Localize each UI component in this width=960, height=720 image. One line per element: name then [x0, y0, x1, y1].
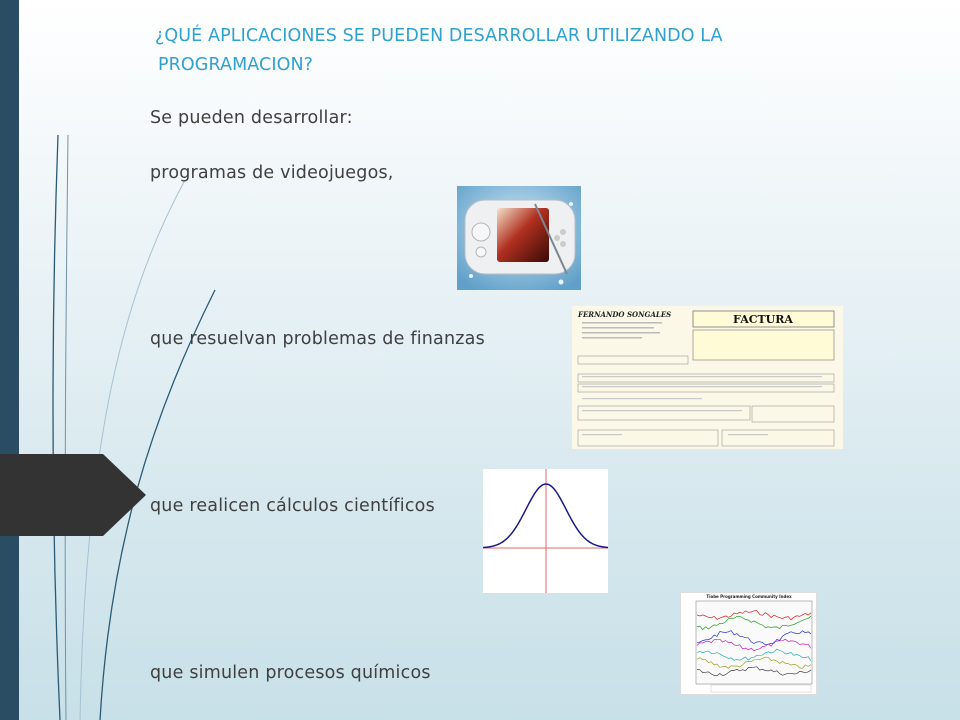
invoice-title: FACTURA	[733, 313, 793, 326]
item-scientific: que realicen cálculos científicos	[150, 496, 435, 516]
intro-text: Se pueden desarrollar:	[150, 108, 353, 128]
programming-index-chart-image	[680, 592, 817, 695]
gaussian-curve-image	[483, 469, 608, 593]
invoice-image	[572, 306, 843, 449]
chart-title: Tiobe Programming Community Index	[706, 594, 792, 599]
item-finance: que resuelvan problemas de finanzas	[150, 329, 485, 349]
left-accent-bar	[0, 0, 19, 720]
arrow-tab-shape	[0, 454, 146, 536]
title-line-1: ¿QUÉ APLICACIONES SE PUEDEN DESARROLLAR UTILIZANDO LA	[155, 26, 723, 46]
title-line-2: PROGRAMACION?	[158, 55, 314, 75]
invoice-name: FERNANDO SONGALES	[578, 310, 672, 319]
slide-title	[155, 22, 875, 80]
item-chemical: que simulen procesos químicos	[150, 663, 431, 683]
handheld-console-image	[457, 186, 581, 290]
item-videogames: programas de videojuegos,	[150, 163, 394, 183]
